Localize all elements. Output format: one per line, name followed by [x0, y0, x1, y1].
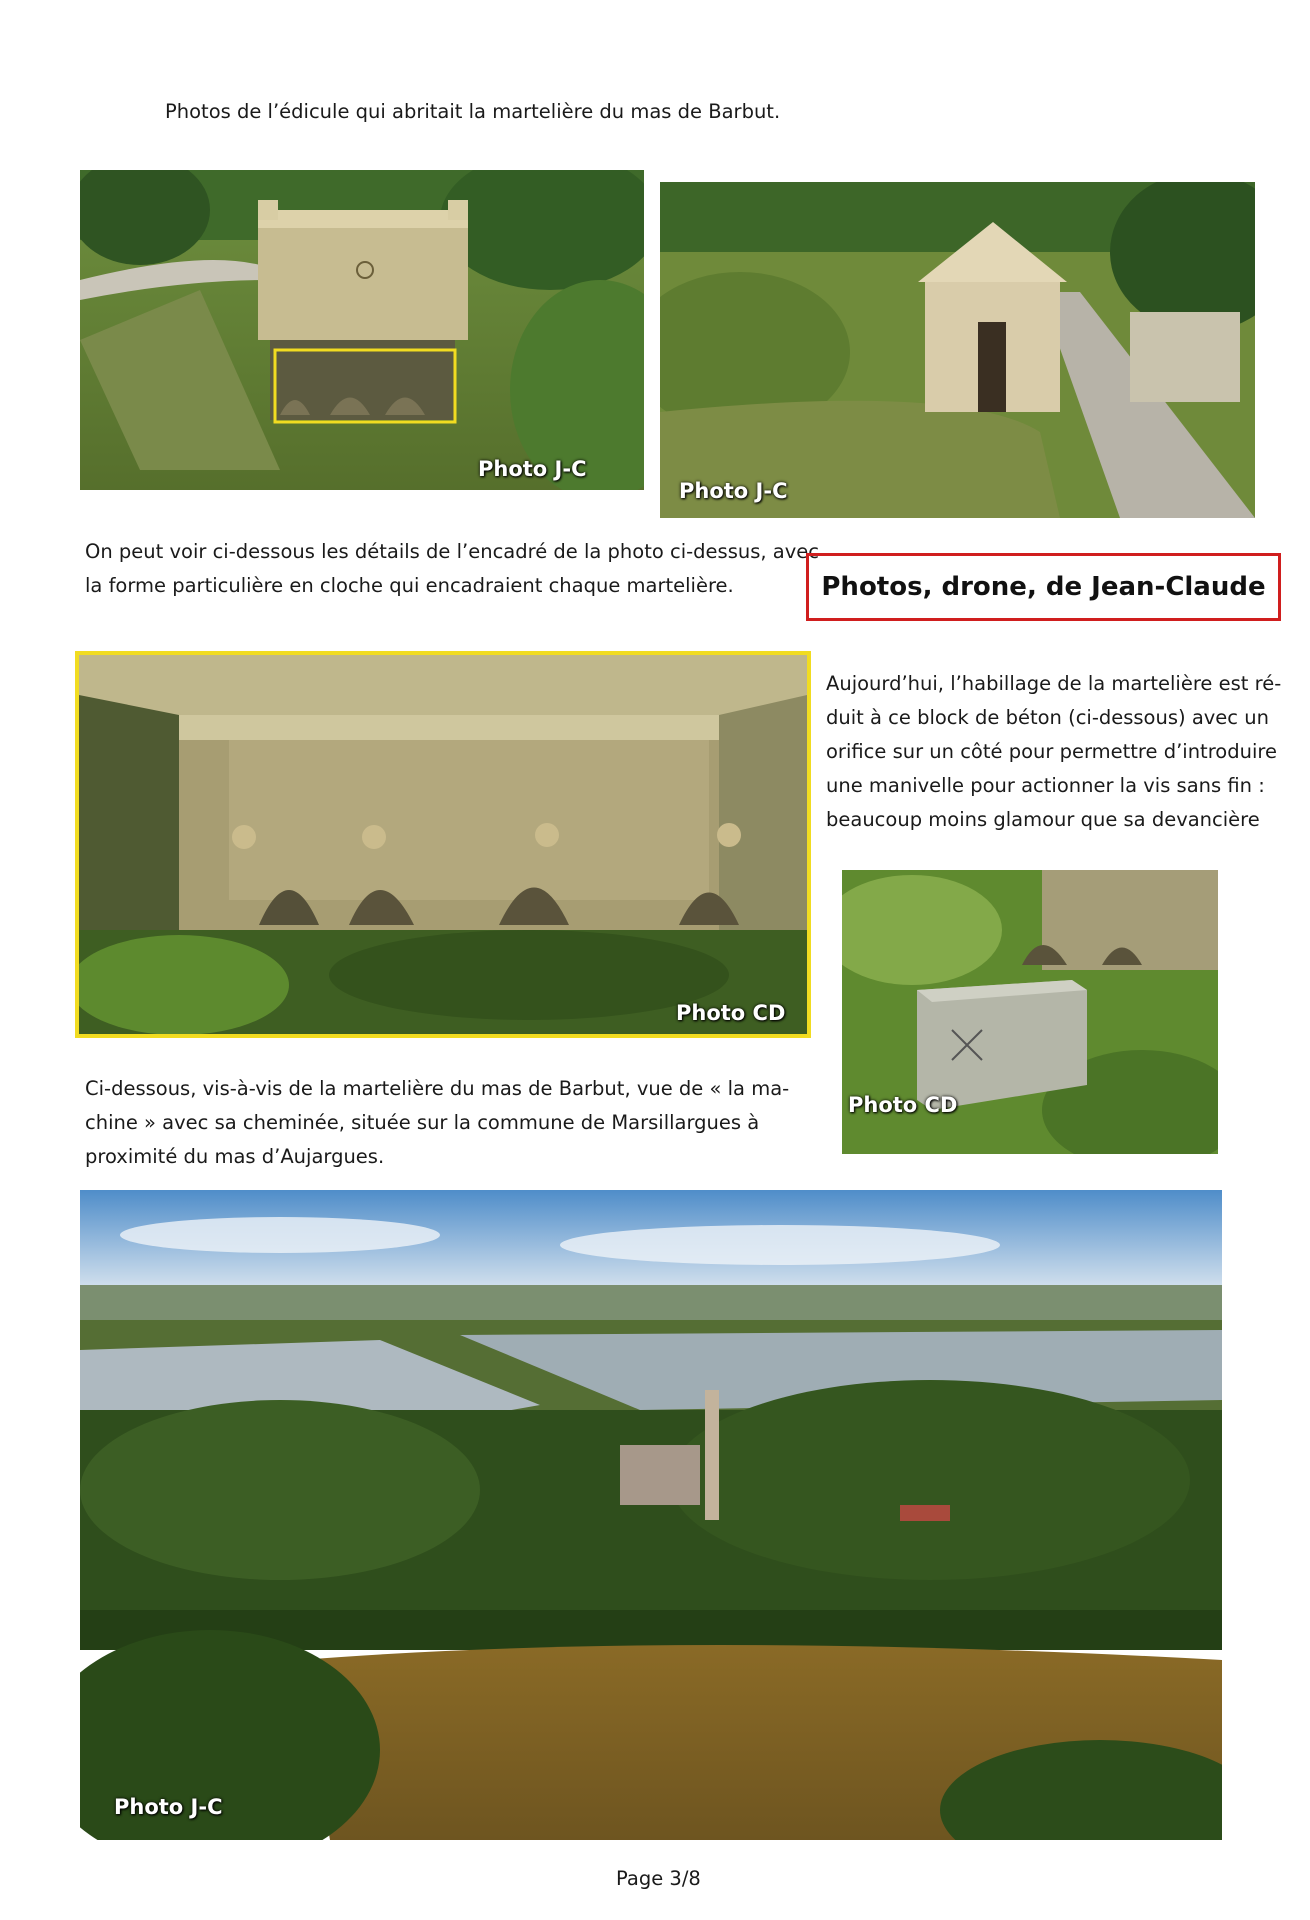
- photo-caption: Photo CD: [848, 1093, 958, 1117]
- paragraph-today-line: duit à ce block de béton (ci-dessous) avec un: [826, 706, 1269, 729]
- photo-edicule-back: [660, 182, 1255, 518]
- paragraph-machine-line: chine » avec sa cheminée, située sur la commune de Marsillargues à: [85, 1111, 760, 1134]
- photo-caption: Photo J-C: [478, 457, 587, 481]
- page-number: Page 3/8: [616, 1867, 701, 1890]
- photo-caption: Photo J-C: [679, 479, 788, 503]
- photo-edicule-front: [80, 170, 644, 490]
- photo-machine-aerial: [80, 1190, 1222, 1840]
- photo-caption: Photo J-C: [114, 1795, 223, 1819]
- paragraph-today-line: beaucoup moins glamour que sa devancière: [826, 808, 1260, 831]
- paragraph-machine-line: Ci-dessous, vis-à-vis de la martelière du mas de Barbut, vue de « la ma-: [85, 1077, 790, 1100]
- photo-highlight-frame: [75, 651, 811, 1038]
- header-caption: Photos de l’édicule qui abritait la martelière du mas de Barbut.: [165, 100, 781, 123]
- photo-cloches-detail: [79, 655, 807, 1034]
- credit-box: Photos, drone, de Jean-Claude: [806, 553, 1281, 621]
- paragraph-machine-line: proximité du mas d’Aujargues.: [85, 1145, 385, 1168]
- paragraph-detail-line: la forme particulière en cloche qui encadraient chaque martelière.: [85, 574, 734, 597]
- paragraph-detail-line: On peut voir ci-dessous les détails de l’encadré de la photo ci-dessus, avec: [85, 540, 819, 563]
- paragraph-today-line: orifice sur un côté pour permettre d’introduire: [826, 740, 1277, 763]
- paragraph-today-line: une manivelle pour actionner la vis sans fin :: [826, 774, 1265, 797]
- photo-caption: Photo CD: [676, 1001, 786, 1025]
- paragraph-today-line: Aujourd’hui, l’habillage de la martelière est ré-: [826, 672, 1282, 695]
